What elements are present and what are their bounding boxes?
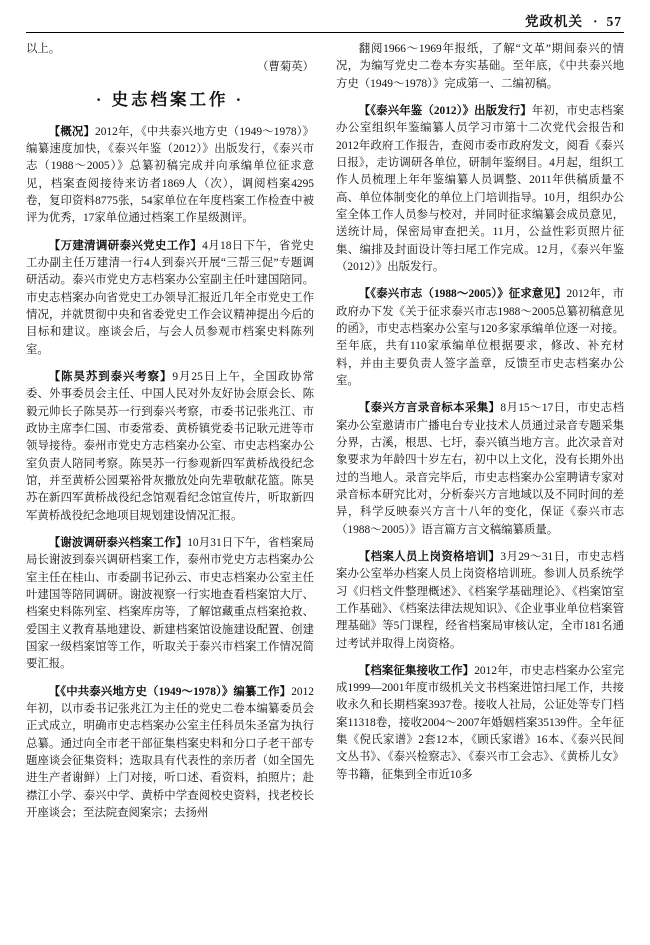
entry-chenhaosu-visit <box>26 369 314 525</box>
continued-text: 以上。 <box>26 43 61 55</box>
entry-lead: 【《泰兴市志（1988～2005）》征求意见】 <box>358 288 567 301</box>
entry-lead: 【档案征集接收工作】 <box>358 664 475 677</box>
entry-text: 2012年，市政府办下发《关于征求泰兴市志1988～2005总纂初稿意见的函》，市史志档案办公室与120多家承编单位逐一对接。至年底，共有110家承编单位根据要求，修改、补充材料，并由主要负责人签字盖章，反馈至市史志档案办公室。 <box>336 288 624 387</box>
entry-gap <box>26 677 314 684</box>
entry-text: 翻阅1966～1969年报纸，了解“文革”期间泰兴的情况，为编写党史二卷本夯实基础。至年底，《中共泰兴地方史（1949～1978）》完成第一、二编初稿。 <box>336 43 624 90</box>
entry-lead: 【陈昊苏到泰兴考察】 <box>48 371 173 383</box>
entry-archivist-training <box>336 549 624 653</box>
page-number: 57 <box>606 14 622 29</box>
entry-gap <box>336 542 624 549</box>
entry-text: 2012年，市史志档案办公室完成1999—2001年度市级机关文书档案进馆扫尾工作，共接收永久和长期档案3937卷。接收人社局，公证处等专门档案11318卷，接收2004～2007年婚姻档案35139件。全年征集《倪氏家谱》2套12本，《顾氏家谱》16本、《泰兴民间文丛书》、《泰兴检察志》、《泰兴市工会志》、《黄桥儿女》等书籍，征集到全市近10多 <box>336 664 624 781</box>
entry-wanjianqing-research <box>26 238 314 359</box>
entry-gap <box>26 362 314 369</box>
entry-lead: 【《泰兴年鉴（2012）》出版发行】 <box>358 104 532 117</box>
entry-dialect-recording <box>336 400 624 539</box>
entry-gap <box>336 96 624 103</box>
entry-text: 2012年初，以市委书记张兆江为主任的党史二卷本编纂委员会正式成立，明确市史志档案办公室主任科员朱圣富为执行总纂。通过向全市老干部征集档案史料和分口子老干部专题座谈会征集资料；选取具有代表性的亲历者（如全国先进生产者谢鲜）上门对接，听口述、看资料，拍照片；赴襟江小学、泰兴中学、黄桥中学查阅校史资料，找老校长开座谈会；至法院查阅案宗；去扬州 <box>26 685 314 819</box>
entry-text: 年初，市史志档案办公室组织年鉴编纂人员学习市第十二次党代会报告和2012年政府工作报告，查阅市委市政府发文，阅看《泰兴日报》，走访调研各单位，研制年鉴纲目。4月起，组织工作人员梳理上年年鉴编纂人员调整、2011年供稿质量不高、单位体制变化的单位上门培训指导。10月，组织办公室全体工作人员参与校对，并同时征求编纂会成员意见，送统计局，保密局审查把关。11月，公益性彩页照片征集、编排及封面设计等扫尾工作完成。12月，《泰兴年鉴（2012）》出版发行。 <box>336 104 624 273</box>
byline: （曹菊英） <box>257 61 314 74</box>
entry-lead: 【谢波调研泰兴档案工作】 <box>48 536 188 549</box>
entry-continued <box>336 41 624 93</box>
entry-xiebo-research <box>26 535 314 674</box>
entry-text: 4月18日下午，省党史工办副主任万建清一行4人到泰兴开展“三帮三促”专题调研活动。泰兴市党史方志档案办公室副主任叶建国陪同。市史志档案办向省党史工办领导汇报近几年全市党史工作情况，并就贯彻中央和省委党史工作会议精神提出今后的目标和建议。座谈会后，与会人员参观市档案史料陈列室。 <box>26 239 314 356</box>
entry-yearbook-publication <box>336 103 624 276</box>
header-title: 党政机关 <box>524 14 583 29</box>
entry-gap <box>336 279 624 286</box>
entry-gap <box>26 528 314 535</box>
left-column <box>26 41 314 921</box>
body-columns <box>26 41 624 921</box>
entry-gap <box>336 393 624 400</box>
entry-text: 10月31日下午，省档案局局长谢波到泰兴调研档案工作，泰州市党史方志档案办公室主任在桂山、市委副书记孙云、市史志档案办公室主任叶建国等陪同调研。谢波视察一行实地查看档案馆大厅、档案史料陈列室、档案库房等，了解馆藏重点档案抢救、爱国主义教育基地建设、新建档案馆设施建设配置、创建国家一级档案馆等工作，听取关于泰兴市档案工作情况简要汇报。 <box>26 536 314 671</box>
entry-lead: 【概况】 <box>48 125 96 138</box>
entry-text: 9月25日上午，全国政协常委、外事委员会主任、中国人民对外友好协会原会长、陈毅元帅长子陈昊苏一行到泰兴考察，市委书记张兆江、市政协主席李仁国、市委常委、黄桥镇党委书记耿元进等市领导接待。泰州市党史方志档案办公室、市史志档案办公室负责人陪同考察。陈昊苏一行参观新四军黄桥战役纪念馆，并至黄桥公园粟裕骨灰撒放处向先辈敬献花篮。陈昊苏在新四军黄桥战役纪念馆观看纪念馆宣传片，听取新四军黄桥战役纪念地项目规划建设情况汇报。 <box>26 371 314 522</box>
entry-lead: 【万建清调研泰兴党史工作】 <box>48 239 203 252</box>
section-title: · 史志档案工作 · <box>95 89 245 109</box>
entry-overview <box>26 124 314 228</box>
page-header <box>26 10 624 30</box>
entry-gap <box>336 656 624 663</box>
entry-text: 8月15～17日，市史志档案办公室邀请市广播电台专业技术人员通过录音专题采集分界，古溪，根思、七圩，泰兴镇当地方言。此次录音对象要求为年龄四十岁左右，初中以上文化，没有长期外出过的当地人。录音完毕后，市史志档案办公室聘请专家对录音标本研究比对，分析泰兴方言地域以及不同时间的差异，科学反映泰兴方言十八年的变化，保证《泰兴市志（1988～2005）》语言篇方言文稿编纂质量。 <box>336 402 624 536</box>
entry-gazetteer-opinions <box>336 286 624 390</box>
entry-lead: 【档案人员上岗资格培训】 <box>358 550 501 563</box>
entry-text: 2012年，《中共泰兴地方史（1949～1978）》编纂速度加快，《泰兴年鉴（2012）》出版发行，《泰兴市志（1988～2005）》总纂初稿完成并向承编单位征求意见，档案查阅接待来访者1869人（次），调阅档案4295卷，复印资料8775张，54家单位在年度档案工作检查中被评为优秀，17家单位通过档案工作星级测评。 <box>26 125 314 225</box>
entry-gap <box>26 231 314 238</box>
entry-archive-collection <box>336 663 624 784</box>
header-dot-left: · <box>592 14 599 29</box>
entry-lead: 【《中共泰兴地方史（1949～1978）》编纂工作】 <box>48 685 292 698</box>
right-column <box>336 41 624 921</box>
entry-lead: 【泰兴方言录音标本采集】 <box>358 402 501 415</box>
header-rule <box>26 32 624 33</box>
entry-party-history-compilation <box>26 684 314 823</box>
entry-text: 3月29～31日，市史志档案办公室举办档案人员上岗资格培训班。参训人员系统学习《归档文件整理概述》、《档案学基础理论》、《档案馆室工作基础》、《档案法律法规知识》、《企业事业单位档案管理基础》等5门课程，经省档案局审核认定，全市181名通过考试并取得上岗资格。 <box>336 550 624 650</box>
